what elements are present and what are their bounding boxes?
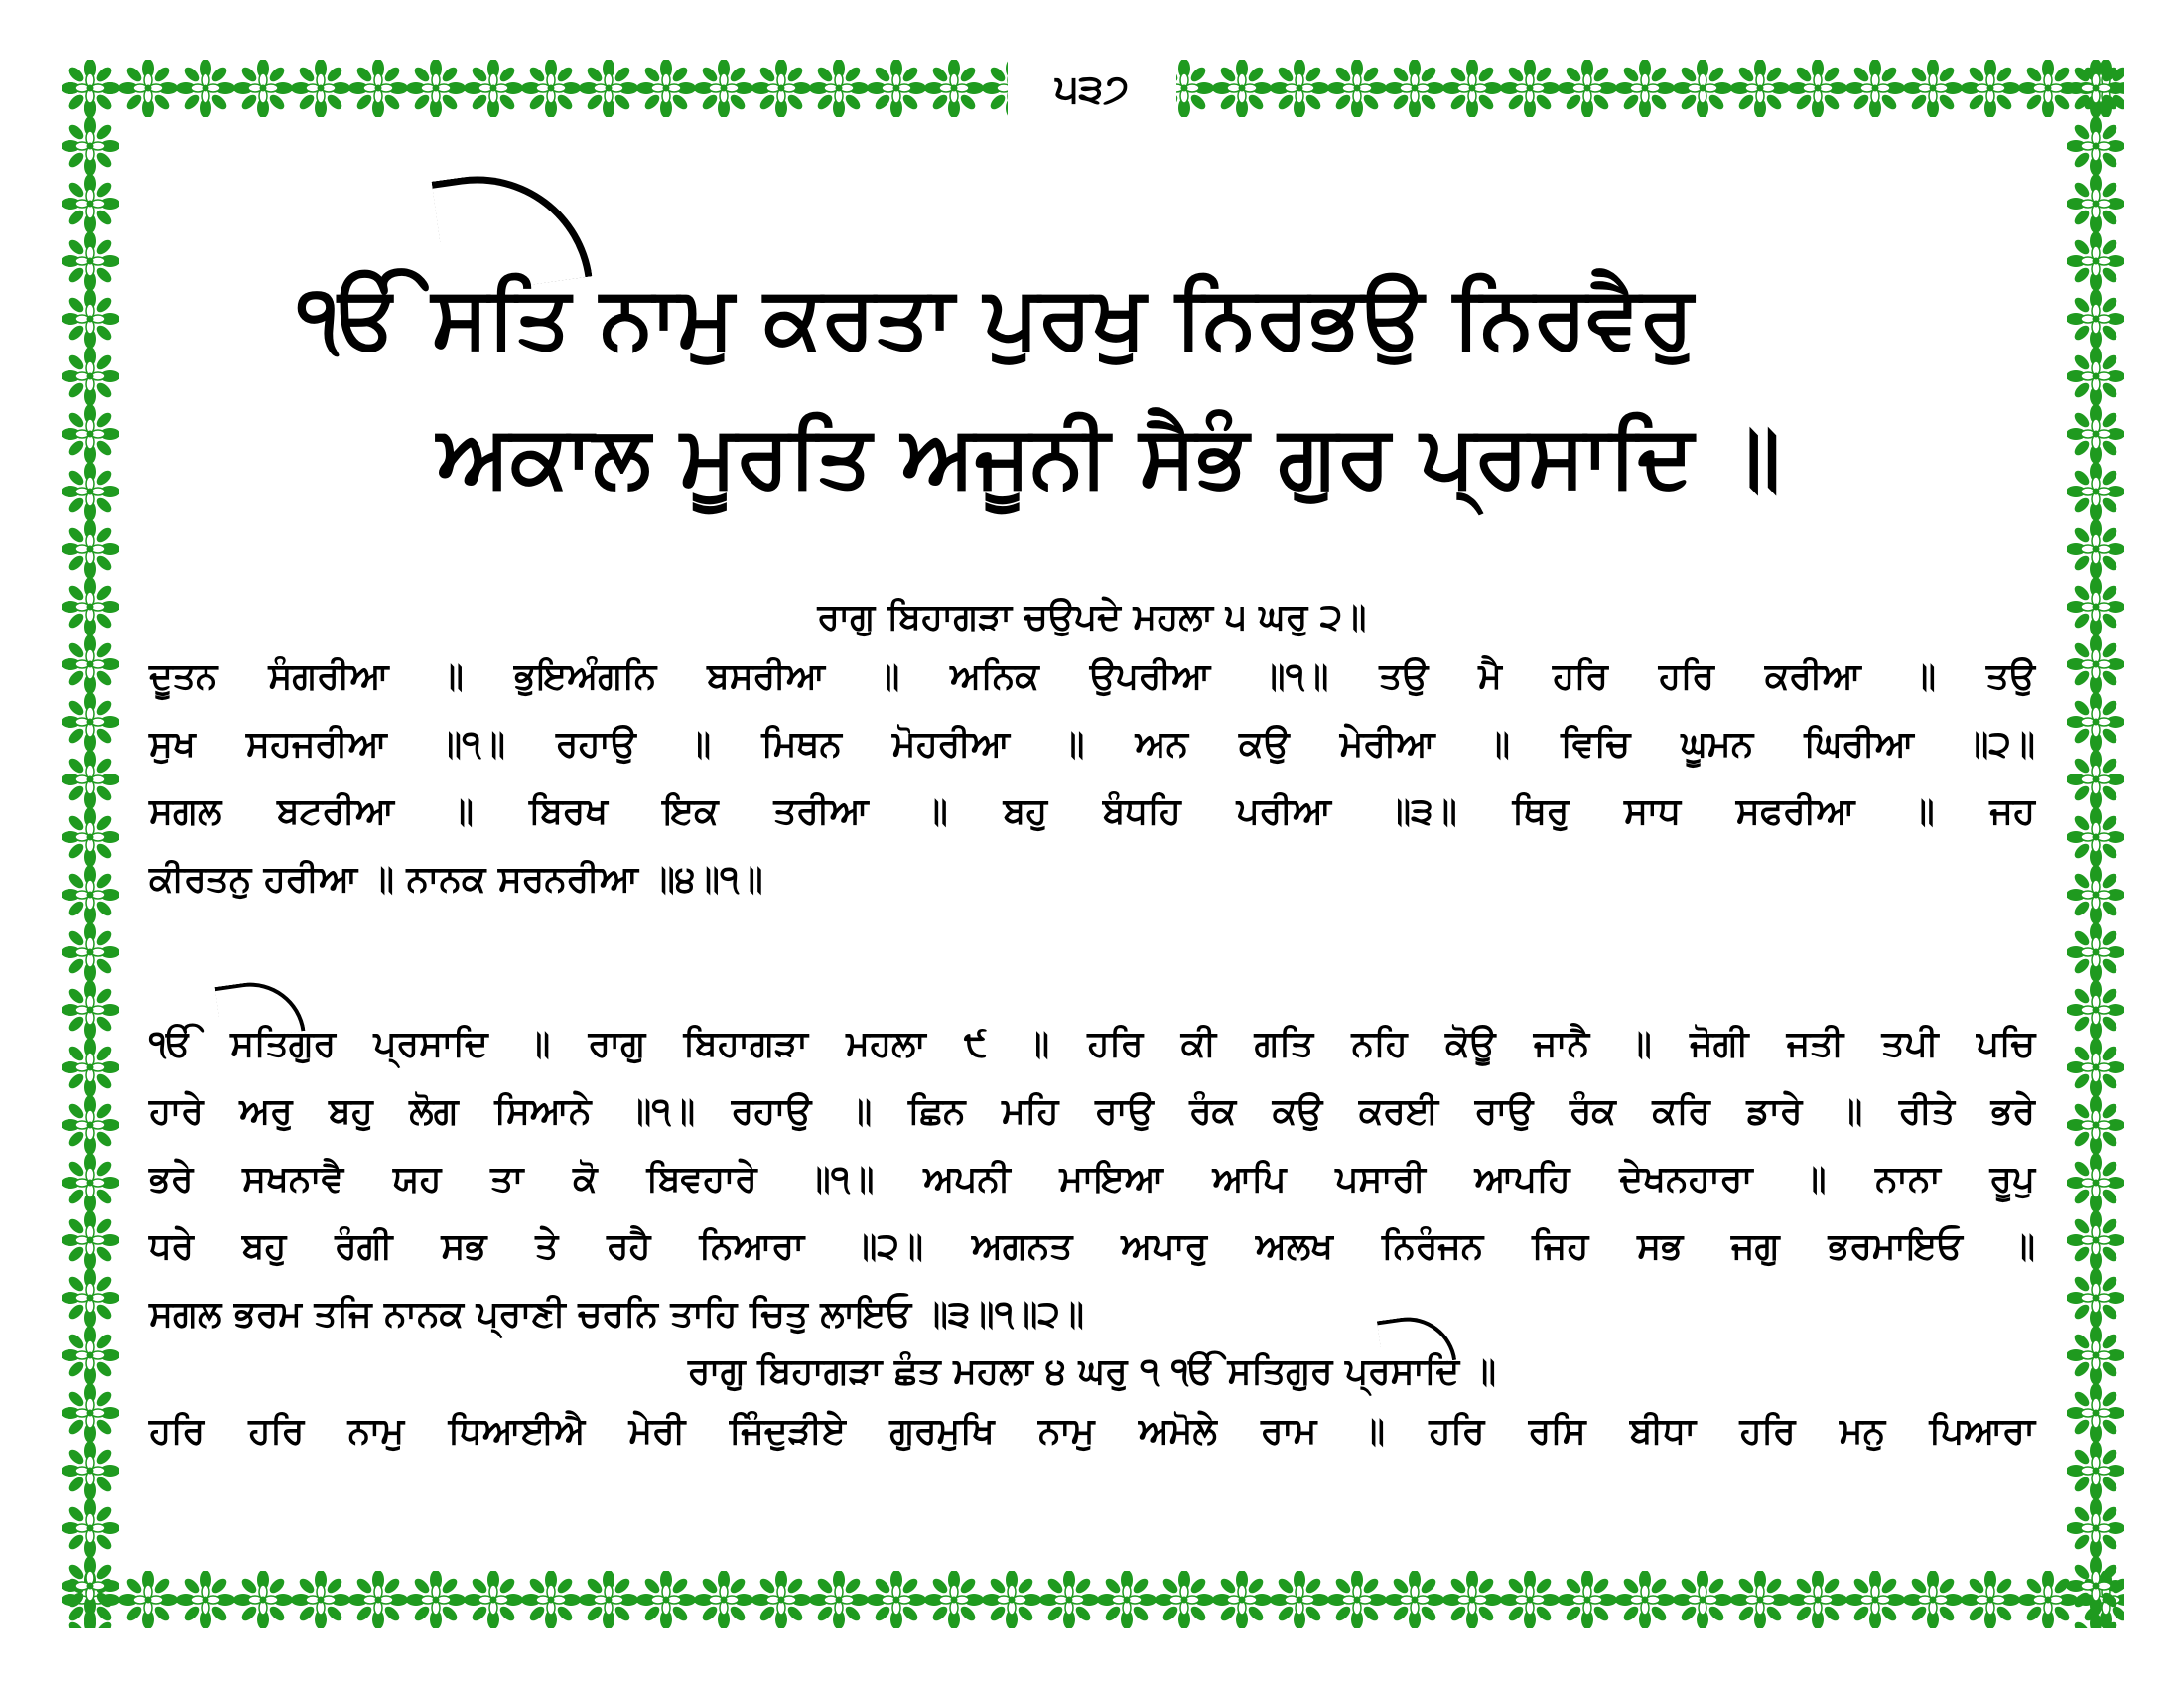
- section-heading-3: ਰਾਗੁ ਬਿਹਾਗੜਾ ਛੰਤ ਮਹਲਾ ੪ ਘਰੁ ੧ ੴ ਸਤਿਗੁਰ ਪ੍ਰਸਾਦਿ ॥: [687, 1351, 1497, 1392]
- verse-line: ਸਗਲ ਬਟਰੀਆ ॥ ਬਿਰਖ ਇਕ ਤਰੀਆ ॥ ਬਹੁ ਬੰਧਹਿ ਪਰੀਆ ॥੩॥ ਥਿਰੁ ਸਾਧ ਸਫਰੀਆ ॥ ਜਹ: [149, 791, 2035, 832]
- verse-line: ਕੀਰਤਨੁ ਹਰੀਆ ॥ ਨਾਨਕ ਸਰਨਰੀਆ ॥੪॥੧॥: [149, 859, 763, 900]
- verse-line: ੴ ਸਤਿਗੁਰ ਪ੍ਰਸਾਦਿ ॥ ਰਾਗੁ ਬਿਹਾਗੜਾ ਮਹਲਾ ੯ ॥ ਹਰਿ ਕੀ ਗਤਿ ਨਹਿ ਕੋਊ ਜਾਨੈ ॥ ਜੋਗੀ ਜਤੀ ਤਪੀ ਪਚਿ: [149, 1024, 2035, 1064]
- page-content: [149, 139, 2035, 1559]
- verse-line: ਸਗਲ ਭਰਮ ਤਜਿ ਨਾਨਕ ਪ੍ਰਾਣੀ ਚਰਨਿ ਤਾਹਿ ਚਿਤੁ ਲਾਇਓ ॥੩॥੧॥੨॥: [149, 1294, 1085, 1335]
- verse-line: ਹਰਿ ਹਰਿ ਨਾਮੁ ਧਿਆਈਐ ਮੇਰੀ ਜਿੰਦੁੜੀਏ ਗੁਰਮੁਖਿ ਨਾਮੁ ਅਮੋਲੇ ਰਾਮ ॥ ਹਰਿ ਰਸਿ ਬੀਧਾ ਹਰਿ ਮਨੁ ਪਿਆਰਾ: [149, 1411, 2035, 1452]
- verse-line: ਸੁਖ ਸਹਜਰੀਆ ॥੧॥ ਰਹਾਉ ॥ ਮਿਥਨ ਮੋਹਰੀਆ ॥ ਅਨ ਕਉ ਮੇਰੀਆ ॥ ਵਿਚਿ ਘੂਮਨ ਘਿਰੀਆ ॥੨॥: [149, 724, 2035, 765]
- verse-line: ਹਾਰੇ ਅਰੁ ਬਹੁ ਲੋਗ ਸਿਆਨੇ ॥੧॥ ਰਹਾਉ ॥ ਛਿਨ ਮਹਿ ਰਾਉ ਰੰਕ ਕਉ ਕਰਈ ਰਾਉ ਰੰਕ ਕਰਿ ਡਾਰੇ ॥ ਰੀਤੇ ਭਰੇ: [149, 1091, 2035, 1132]
- section-heading-1: ਰਾਗੁ ਬਿਹਾਗੜਾ ਚਉਪਦੇ ਮਹਲਾ ੫ ਘਰੁ ੨॥: [817, 597, 1367, 637]
- verse-line: ਭਰੇ ਸਖਨਾਵੈ ਯਹ ਤਾ ਕੋ ਬਿਵਹਾਰੇ ॥੧॥ ਅਪਨੀ ਮਾਇਆ ਆਪਿ ਪਸਾਰੀ ਆਪਹਿ ਦੇਖਨਹਾਰਾ ॥ ਨਾਨਾ ਰੂਪੁ: [149, 1159, 2035, 1199]
- mool-mantar-line-1: ੴ ਸਤਿ ਨਾਮੁ ਕਰਤਾ ਪੁਰਖੁ ਨਿਰਭਉ ਨਿਰਵੈਰੁ: [298, 268, 1694, 367]
- floral-border-left: [62, 60, 119, 1628]
- floral-border-bottom: [62, 1571, 2124, 1628]
- verse-line: ਦੂਤਨ ਸੰਗਰੀਆ ॥ ਭੁਇਅੰਗਨਿ ਬਸਰੀਆ ॥ ਅਨਿਕ ਉਪਰੀਆ ॥੧॥ ਤਉ ਮੈ ਹਰਿ ਹਰਿ ਕਰੀਆ ॥ ਤਉ: [149, 656, 2035, 697]
- verse-line: ਧਰੇ ਬਹੁ ਰੰਗੀ ਸਭ ਤੇ ਰਹੈ ਨਿਆਰਾ ॥੨॥ ਅਗਨਤ ਅਪਾਰੁ ਅਲਖ ਨਿਰੰਜਨ ਜਿਹ ਸਭ ਜਗੁ ਭਰਮਾਇਓ ॥: [149, 1226, 2035, 1267]
- mool-mantar-line-2: ਅਕਾਲ ਮੂਰਤਿ ਅਜੂਨੀ ਸੈਭੰ ਗੁਰ ਪ੍ਰਸਾਦਿ ॥: [437, 407, 1781, 506]
- page-number: ੫੩੭: [1054, 67, 1130, 112]
